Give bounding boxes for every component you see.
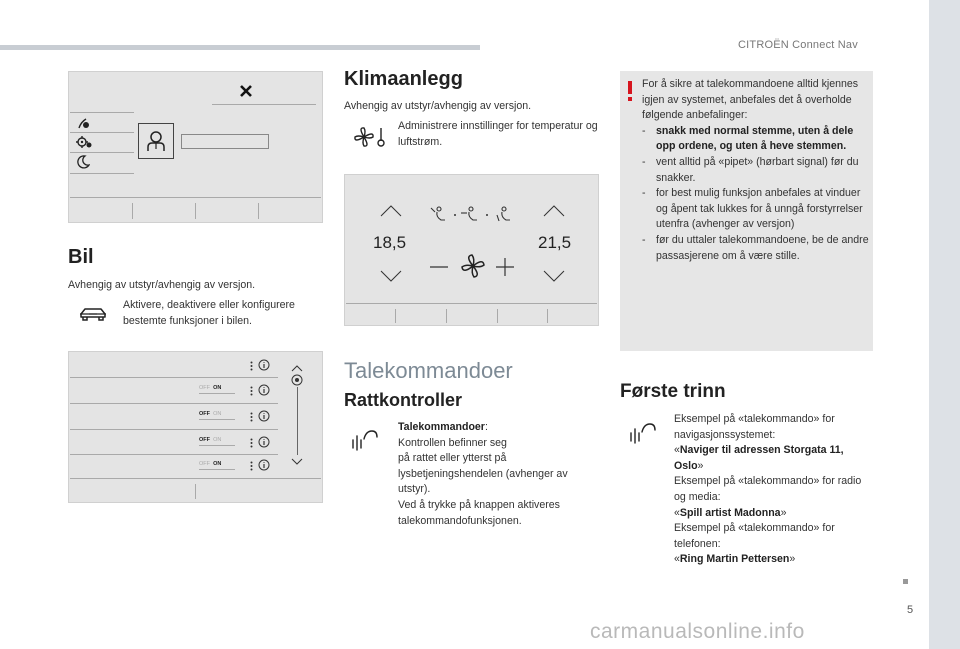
toggle-off-label: OFF bbox=[199, 437, 210, 443]
profile-name-field bbox=[181, 134, 269, 149]
rattkontroller-title: Rattkontroller bbox=[344, 390, 463, 410]
info-icon bbox=[258, 359, 270, 371]
warning-item: - før du uttaler talekommandoene, be de andre passasjerene om å være stille. bbox=[642, 233, 870, 264]
header-bar bbox=[0, 45, 480, 50]
vehicle-functions-screen bbox=[68, 351, 323, 503]
temp-right-up-icon bbox=[543, 205, 565, 217]
warning-box bbox=[620, 71, 873, 351]
toggle-on-label: ON bbox=[213, 461, 222, 467]
talekommandoer-line2: på rattet eller ytterst på lysbetjeningshendelen (avhenger av utstyr). bbox=[398, 452, 568, 496]
klima-description: Administrere innstillinger for temperatur og luftstrøm. bbox=[398, 120, 598, 148]
toggle-on-label: ON bbox=[213, 437, 222, 443]
klima-title: Klimaanlegg bbox=[344, 68, 463, 90]
close-icon bbox=[239, 84, 253, 98]
forste-trinn-title: Første trinn bbox=[620, 381, 726, 402]
warning-item: - vent alltid på «pipet» (hørbart signal) før du snakker. bbox=[642, 155, 870, 186]
brand-name: CITROËN Connect Nav bbox=[738, 39, 858, 51]
toggle-switch bbox=[199, 385, 221, 391]
info-icon bbox=[258, 410, 270, 422]
toggle-off-label: OFF bbox=[199, 411, 210, 417]
quote-close: » bbox=[780, 506, 787, 519]
more-options-icon bbox=[250, 461, 253, 471]
example-nav-prefix: Eksempel på «talekommando» for navigasjonssystemet: bbox=[674, 413, 835, 441]
night-mode-icon bbox=[76, 155, 90, 169]
example-phone-prefix: Eksempel på «talekommando» for telefonen: bbox=[674, 522, 835, 550]
voice-command-icon bbox=[628, 420, 656, 446]
more-options-icon bbox=[250, 412, 253, 422]
forste-trinn-examples bbox=[674, 412, 874, 568]
vehicle-screen-illustration bbox=[68, 71, 323, 223]
bil-dependency: Avhengig av utstyr/avhengig av versjon. bbox=[68, 279, 256, 291]
warning-item: - for best mulig funksjon anbefales at vinduer og åpent tak lukkes for å unngå forstyrrelser utenfra (avhenger av versjon) bbox=[642, 186, 870, 233]
talekommandoer-section-title: Talekommandoer bbox=[344, 358, 513, 383]
temp-left-value: 18,5 bbox=[373, 233, 407, 252]
warning-item: - snakk med normal stemme, uten å dele opp ordene, og uten å heve stemmen. bbox=[642, 124, 870, 155]
toggle-off-label: OFF bbox=[199, 385, 210, 391]
talekommandoer-description bbox=[398, 420, 598, 529]
gear-icon bbox=[75, 135, 93, 149]
watermark: carmanualsonline.info bbox=[590, 620, 805, 643]
talekommandoer-line3: Ved å trykke på knappen aktiveres talekommandofunksjonen. bbox=[398, 498, 560, 527]
more-options-icon bbox=[250, 361, 253, 371]
climate-screen-illustration bbox=[344, 174, 599, 326]
more-options-icon bbox=[250, 386, 253, 396]
quote-open: « bbox=[674, 506, 680, 519]
talekommandoer-label: Talekommandoer bbox=[398, 421, 485, 433]
profile-button bbox=[138, 123, 174, 159]
toggle-on-label: ON bbox=[213, 411, 222, 417]
climate-icon bbox=[352, 125, 388, 149]
fan-decrease-icon bbox=[429, 265, 449, 269]
more-options-icon bbox=[250, 438, 253, 448]
warning-icon bbox=[626, 81, 634, 101]
example-phone-command: Ring Martin Pettersen bbox=[679, 553, 790, 566]
label-colon: : bbox=[484, 421, 488, 433]
temp-right-down-icon bbox=[543, 270, 565, 282]
quote-close: » bbox=[789, 553, 796, 566]
toggle-off-label: OFF bbox=[199, 461, 210, 467]
warning-intro: For å sikre at talekommandoene alltid kjennes igjen av systemet, anbefales det å overholde følgende anbefalinger: bbox=[642, 78, 859, 122]
scroll-up-icon bbox=[291, 364, 303, 372]
toggle-on-label: ON bbox=[213, 385, 222, 391]
bil-title: Bil bbox=[68, 246, 94, 268]
temp-left-up-icon bbox=[380, 205, 402, 217]
example-nav-command: Naviger til adressen Storgata 11, Oslo bbox=[674, 444, 844, 472]
warning-list bbox=[642, 124, 870, 264]
airflow-mode-icons bbox=[429, 205, 521, 223]
bil-description: Aktivere, deaktivere eller konfigurere bestemte funksjoner i bilen. bbox=[123, 299, 295, 327]
toggle-switch bbox=[199, 437, 221, 443]
brightness-icon bbox=[77, 116, 91, 130]
scroll-thumb-icon bbox=[291, 374, 303, 386]
page-side-strip bbox=[929, 0, 960, 649]
example-radio-command: Spill artist Madonna bbox=[679, 506, 781, 519]
toggle-switch bbox=[199, 461, 221, 467]
warning-text bbox=[642, 77, 870, 264]
quote-open: « bbox=[674, 553, 680, 566]
quote-open: « bbox=[674, 444, 680, 457]
example-radio-prefix: Eksempel på «talekommando» for radio og media: bbox=[674, 475, 862, 503]
toggle-switch bbox=[199, 411, 221, 417]
info-icon bbox=[258, 384, 270, 396]
info-icon bbox=[258, 436, 270, 448]
fan-icon bbox=[459, 252, 487, 280]
info-icon bbox=[258, 459, 270, 471]
voice-command-icon bbox=[350, 427, 378, 453]
temp-left-down-icon bbox=[380, 270, 402, 282]
klima-dependency: Avhengig av utstyr/avhengig av versjon. bbox=[344, 100, 532, 112]
temp-right-value: 21,5 bbox=[538, 233, 572, 252]
page-number: 5 bbox=[907, 604, 914, 616]
car-icon bbox=[78, 305, 108, 323]
talekommandoer-line1: Kontrollen befinner seg bbox=[398, 436, 507, 449]
scroll-down-icon bbox=[291, 458, 303, 466]
page-marker bbox=[903, 579, 908, 584]
quote-close: » bbox=[697, 459, 704, 472]
fan-increase-icon bbox=[495, 257, 515, 277]
